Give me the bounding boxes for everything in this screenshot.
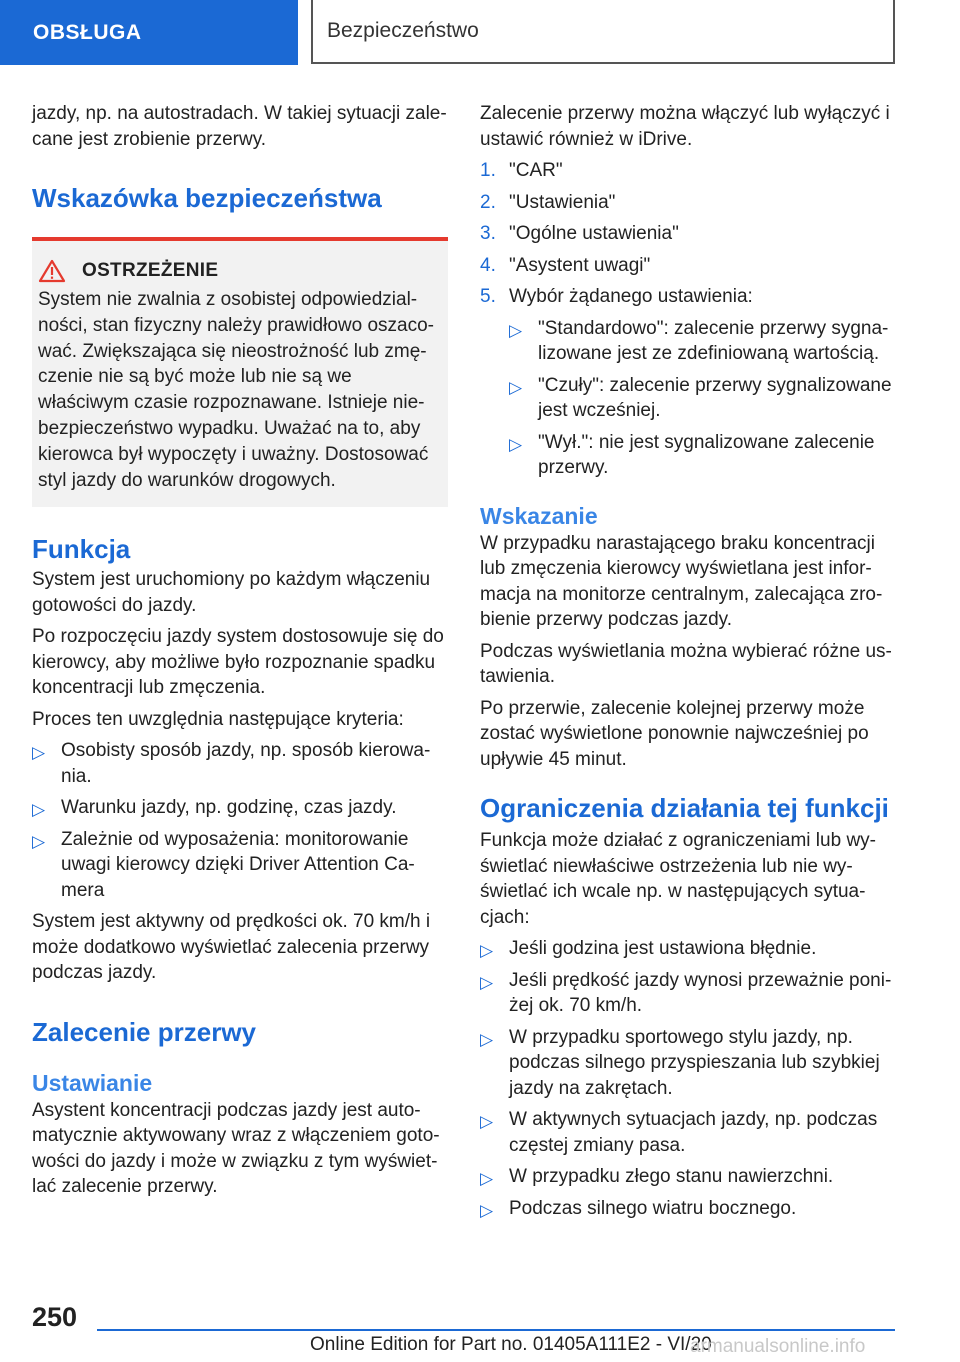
break-heading: Zalecenie przerwy [32, 1016, 256, 1047]
step-item: 4. "Asystent uwagi" [480, 254, 651, 276]
limits-heading: Ograniczenia działania tej funkcji [480, 793, 889, 823]
triangle-bullet-icon: ▷ [509, 434, 523, 454]
triangle-bullet-icon: ▷ [480, 972, 494, 992]
section-tab [311, 0, 895, 64]
list-item: ▷ "Standardowo": zalecenie przerwy sygna-lizowane jest ze zdefiniowaną wartością. [509, 317, 889, 364]
safety-heading: Wskazówka bezpieczeństwa [32, 183, 382, 213]
limits-intro-paragraph: Funkcja może działać z ograniczeniami lub wy-świetlać niewłaściwe ostrzeżenia lub nie wy-świetlać ich wcale np. w następujących sytua-cjach: [480, 830, 876, 928]
left-column [32, 101, 448, 1200]
setting-paragraph: Asystent koncentracji podczas jazdy jest auto-matycznie aktywowany wraz z włączeniem goto-wości do jazdy i może w związku z tym wyświet-lać zalecenie przerwy. [32, 1099, 440, 1198]
chapter-tab [0, 0, 298, 65]
right-intro-paragraph: Zalecenie przerwy można włączyć lub wyłączyć i ustawić również w iDrive. [480, 103, 890, 150]
warning-triangle-icon [38, 259, 66, 283]
function-heading: Funkcja [32, 534, 131, 565]
display-paragraph-1: W przypadku narastającego braku koncentracji lub zmęczenia kierowcy wyświetlana jest infor-macja na monitorze centralnym, zalecająca zro-bienie przerwy podczas jazdy. [480, 532, 883, 630]
idrive-steps-list [480, 158, 896, 481]
edition-text: Online Edition for Part no. 01405A111E2 - VI/20 [310, 1334, 712, 1355]
list-item: ▷ Jeśli godzina jest ustawiona błędnie. [480, 936, 896, 962]
triangle-bullet-icon: ▷ [480, 1169, 494, 1188]
list-item: ▷ Zależnie od wyposażenia: monitorowanie uwagi kierowcy dzięki Driver Attention Ca-mera [32, 828, 415, 901]
function-paragraph-4: System jest aktywny od prędkości ok. 70 km/h i może dodatkowo wyświetlać zalecenia przerwy podczas jazdy. [32, 911, 431, 984]
triangle-bullet-icon: ▷ [480, 1200, 494, 1220]
limits-list [480, 936, 896, 1221]
step-item: 2. "Ustawienia" [480, 191, 616, 213]
list-item: ▷ W przypadku złego stanu nawierzchni. [480, 1164, 896, 1190]
footer-divider [97, 1329, 895, 1331]
triangle-bullet-icon: ▷ [32, 743, 46, 763]
triangle-bullet-icon: ▷ [509, 377, 523, 397]
display-subheading: Wskazanie [480, 502, 598, 529]
triangle-bullet-icon: ▷ [480, 1029, 494, 1049]
list-item: ▷ Warunku jazdy, np. godzinę, czas jazdy. [32, 795, 448, 821]
function-paragraph-2: Po rozpoczęciu jazdy system dostosowuje się do kierowcy, aby możliwe było rozpoznanie spadku koncentracji lub zmęczenia. [32, 626, 444, 699]
warning-text: System nie zwalnia z osobistej odpowiedzial-ności, stan fizyczny należy prawidłowo oszaco-wać. Zwiększająca się nieostrożność lub zmę-czenie nie są być może lub nie są we właściwym czasie rozpoznawane. Istnieje nie-bezpieczeństwo wypadku. Uważać na to, aby kierowca był wypoczęty i uważny. Dostosować styl jazdy do warunków drogowych. [38, 289, 435, 491]
triangle-bullet-icon: ▷ [32, 800, 46, 820]
chapter-title: OBSŁUGA [33, 20, 142, 44]
step-item: 3. "Ogólne ustawienia" [480, 223, 679, 244]
setting-subheading: Ustawianie [32, 1069, 153, 1096]
list-item: ▷ W przypadku sportowego stylu jazdy, np. podczas silnego przyspieszania lub szybkiej jazdy na zakrętach. [480, 1026, 880, 1099]
triangle-bullet-icon: ▷ [480, 941, 494, 960]
step-item: 1. "CAR" [480, 160, 563, 181]
display-paragraph-2: Podczas wyświetlania można wybierać różne us-tawienia. [480, 640, 892, 687]
triangle-bullet-icon: ▷ [480, 1112, 494, 1131]
triangle-bullet-icon: ▷ [32, 831, 46, 851]
section-title: Bezpieczeństwo [327, 19, 479, 42]
warning-header [38, 259, 442, 283]
display-paragraph-3: Po przerwie, zalecenie kolejnej przerwy może zostać wyświetlone ponownie najwcześniej po upływie 45 minut. [480, 697, 869, 770]
function-paragraph-3: Proces ten uwzględnia następujące kryteria: [32, 708, 404, 730]
intro-paragraph: jazdy, np. na autostradach. W takiej sytuacji zale-cane jest zrobienie przerwy. [32, 103, 447, 150]
list-item: ▷ "Czuły": zalecenie przerwy sygnalizowane jest wcześniej. [509, 374, 892, 421]
right-column [480, 101, 896, 1221]
list-item: ▷ Jeśli prędkość jazdy wynosi przeważnie poni-żej ok. 70 km/h. [480, 969, 892, 1016]
list-item: ▷ Podczas silnego wiatru bocznego. [480, 1196, 896, 1222]
step-item: 5. Wybór żądanego ustawienia: ▷ "Standardowo": zalecenie przerwy sygna-lizowane jest ze zdefiniowaną wartością. ▷ "Czuły": zalecenie przerwy sygnalizowane jest wcześniej. ▷ "Wył.": nie jest sygnalizowane zalecenie przerwy. [480, 284, 896, 481]
watermark-text: armanualsonline.info [690, 1336, 866, 1357]
list-item: ▷ Osobisty sposób jazdy, np. sposób kierowa-nia. [32, 740, 431, 787]
warning-title: OSTRZEŻENIE [82, 260, 219, 281]
criteria-list [32, 738, 448, 903]
triangle-bullet-icon: ▷ [509, 320, 523, 340]
function-paragraph-1: System jest uruchomiony po każdym włączeniu gotowości do jazdy. [32, 569, 431, 616]
warning-box [32, 237, 448, 507]
page-number: 250 [32, 1302, 78, 1332]
list-item: ▷ W aktywnych sytuacjach jazdy, np. podczas częstej zmiany pasa. [480, 1109, 878, 1156]
options-list [509, 316, 896, 481]
list-item: ▷ "Wył.": nie jest sygnalizowane zalecenie przerwy. [509, 431, 875, 478]
